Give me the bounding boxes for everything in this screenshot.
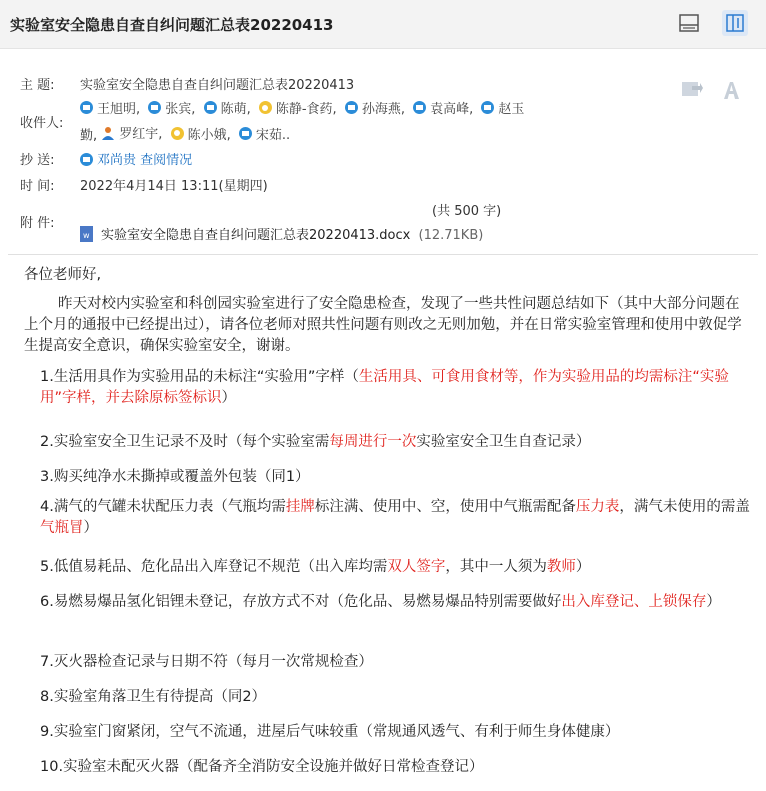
issue-item: [40, 592, 760, 613]
font-size-icon-button[interactable]: [722, 80, 740, 104]
cc-label: 抄 送:: [20, 153, 55, 168]
to-label: 收件人:: [20, 116, 64, 131]
issue-text: 5.低值易耗品、危化品出入库登记不规范（出入库均需: [40, 559, 388, 575]
preview-bottom-icon: [679, 14, 699, 32]
time-label: 时 间:: [20, 179, 55, 194]
greeting: 各位老师好,: [24, 267, 102, 283]
issue-text: ）: [706, 594, 721, 610]
time-value: 2022年4月14日 13:11(星期四): [80, 179, 268, 194]
header-divider: [8, 254, 758, 255]
forward-icon-button[interactable]: [680, 78, 704, 104]
mail-icon: [239, 127, 252, 140]
recipient[interactable]: [101, 123, 162, 142]
mail-icon: [80, 153, 93, 166]
recipient[interactable]: [148, 98, 195, 117]
preview-bottom-button[interactable]: [676, 10, 702, 36]
recipients-line-2: [80, 123, 550, 144]
recipient[interactable]: [80, 98, 140, 117]
subject-value: 实验室安全隐患自查自纠问题汇总表20220413: [80, 78, 355, 93]
issue-text: ）: [83, 520, 98, 536]
recipient[interactable]: [239, 124, 290, 143]
attachment-size: (12.71KB): [418, 228, 484, 243]
preview-right-button[interactable]: [722, 10, 748, 36]
mail-icon: [413, 101, 426, 114]
recipient[interactable]: [345, 98, 405, 117]
intro-paragraph: 昨天对校内实验室和科创园实验室进行了安全隐患检查，发现了一些共性问题总结如下（其中大部分问题在上个月的通报中已经提出过），请各位老师对照共性问题有则改之无则加勉，并在日常实验室管理和使用中敦促学生提高安全意识，确保实验室安全，谢谢。: [24, 296, 742, 354]
issue-text: 6.易燃易爆品氢化铝锂未登记，存放方式不对（危化品、易燃易爆品特别需要做好: [40, 594, 562, 610]
attachment-label: 附 件:: [20, 216, 55, 231]
recipient-name[interactable]: 孙海燕,: [361, 102, 405, 117]
issue-text: 4.满气的气罐未状配压力表（气瓶均需: [40, 499, 286, 515]
issue-item: [40, 652, 760, 673]
recipient[interactable]: [481, 98, 524, 117]
recipient-name[interactable]: 陈萌,: [220, 102, 251, 117]
issue-text: ）: [575, 559, 591, 575]
issue-text: 3.购买纯净水未撕掉或覆盖外包装（同1）: [40, 469, 310, 485]
issue-highlight: 出入库登记、上锁保存: [561, 594, 707, 610]
issue-item: [40, 497, 760, 539]
issue-text: ，其中一人须为: [445, 559, 547, 575]
issue-highlight: 挂牌: [285, 499, 315, 515]
issue-item: [40, 432, 760, 453]
font-icon: [722, 80, 740, 100]
cc-recipient[interactable]: 邓尚贵: [97, 153, 137, 168]
mail-icon: [148, 101, 161, 114]
issue-text: 10.实验室未配灭火器（配备齐全消防安全设施并做好日常检查登记）: [40, 759, 484, 775]
issue-text: 标注满、使用中、空，使用中气瓶需配备: [314, 499, 576, 515]
recipient-name[interactable]: 陈小娥,: [187, 127, 231, 143]
issue-highlight: 气瓶冒: [40, 520, 84, 536]
email-title: 实验室安全隐患自查自纠问题汇总表20220413: [10, 16, 334, 34]
recipient-name[interactable]: 罗红宇,: [119, 127, 163, 142]
issue-text: 实验室安全卫生自查记录）: [416, 434, 591, 450]
subject-label: 主 题:: [20, 78, 55, 93]
mail-icon: [80, 101, 93, 114]
recipient[interactable]: [259, 98, 337, 117]
cc-value: [80, 149, 192, 168]
contact-icon: [171, 127, 184, 140]
recipient-name[interactable]: 宋茹..: [255, 127, 291, 143]
attachment-name[interactable]: 实验室安全隐患自查自纠问题汇总表20220413.docx: [101, 228, 411, 243]
issue-item: [40, 467, 760, 488]
read-status-link[interactable]: 查阅情况: [140, 153, 193, 168]
issue-text: 2.实验室安全卫生记录不及时（每个实验室需: [40, 434, 330, 450]
issue-text: ）: [221, 390, 237, 406]
issue-text: 1.生活用具作为实验用品的未标注“实验用”字样（: [40, 369, 359, 385]
recipient-name[interactable]: 张宾,: [165, 102, 196, 117]
recipient[interactable]: [171, 124, 231, 143]
mail-icon: [204, 101, 217, 114]
issue-highlight: 每周进行一次: [329, 434, 417, 450]
attachment-item[interactable]: [80, 224, 483, 243]
recipient-name[interactable]: 陈静-食药,: [275, 102, 337, 117]
issue-highlight: 生活用具、可食用食材等，作为实验用品的均需标注“实验用”字样，并去除原标签标识: [40, 369, 729, 406]
issue-item: [40, 367, 760, 409]
mail-icon: [345, 101, 358, 114]
recipient-name[interactable]: 赵玉: [498, 102, 525, 117]
issue-text: 9.实验室门窗紧闭，空气不流通，进屋后气味较重（常规通风透气、有利于师生身体健康）: [40, 724, 620, 740]
recipient[interactable]: [413, 98, 473, 117]
recipient-name[interactable]: 勤,: [80, 128, 98, 144]
window-titlebar: [0, 0, 766, 49]
issue-text: ，满气未使用的需盖: [619, 499, 750, 515]
recipient-name[interactable]: 袁高峰,: [430, 102, 474, 117]
word-count: (共 500 字): [432, 204, 502, 219]
mail-icon: [481, 101, 494, 114]
issue-item: [40, 757, 760, 778]
issue-highlight: 教师: [546, 559, 576, 575]
issue-item: [40, 687, 760, 708]
recipient[interactable]: [204, 98, 251, 117]
issue-highlight: 双人签字: [387, 559, 446, 575]
issue-text: 8.实验室角落卫生有待提高（同2）: [40, 689, 267, 705]
forward-icon: [680, 78, 704, 100]
issue-text: 7.灭火器检查记录与日期不符（每月一次常规检查）: [40, 654, 373, 670]
word-doc-icon: [80, 226, 93, 242]
recipients-line-1: [80, 98, 550, 118]
issue-highlight: 压力表: [575, 499, 620, 515]
recipient-name[interactable]: 王旭明,: [97, 102, 141, 117]
user-icon: [101, 126, 115, 140]
issue-item: [40, 557, 760, 578]
issue-item: [40, 722, 760, 743]
preview-right-icon: [726, 14, 744, 32]
contact-icon: [259, 101, 272, 114]
